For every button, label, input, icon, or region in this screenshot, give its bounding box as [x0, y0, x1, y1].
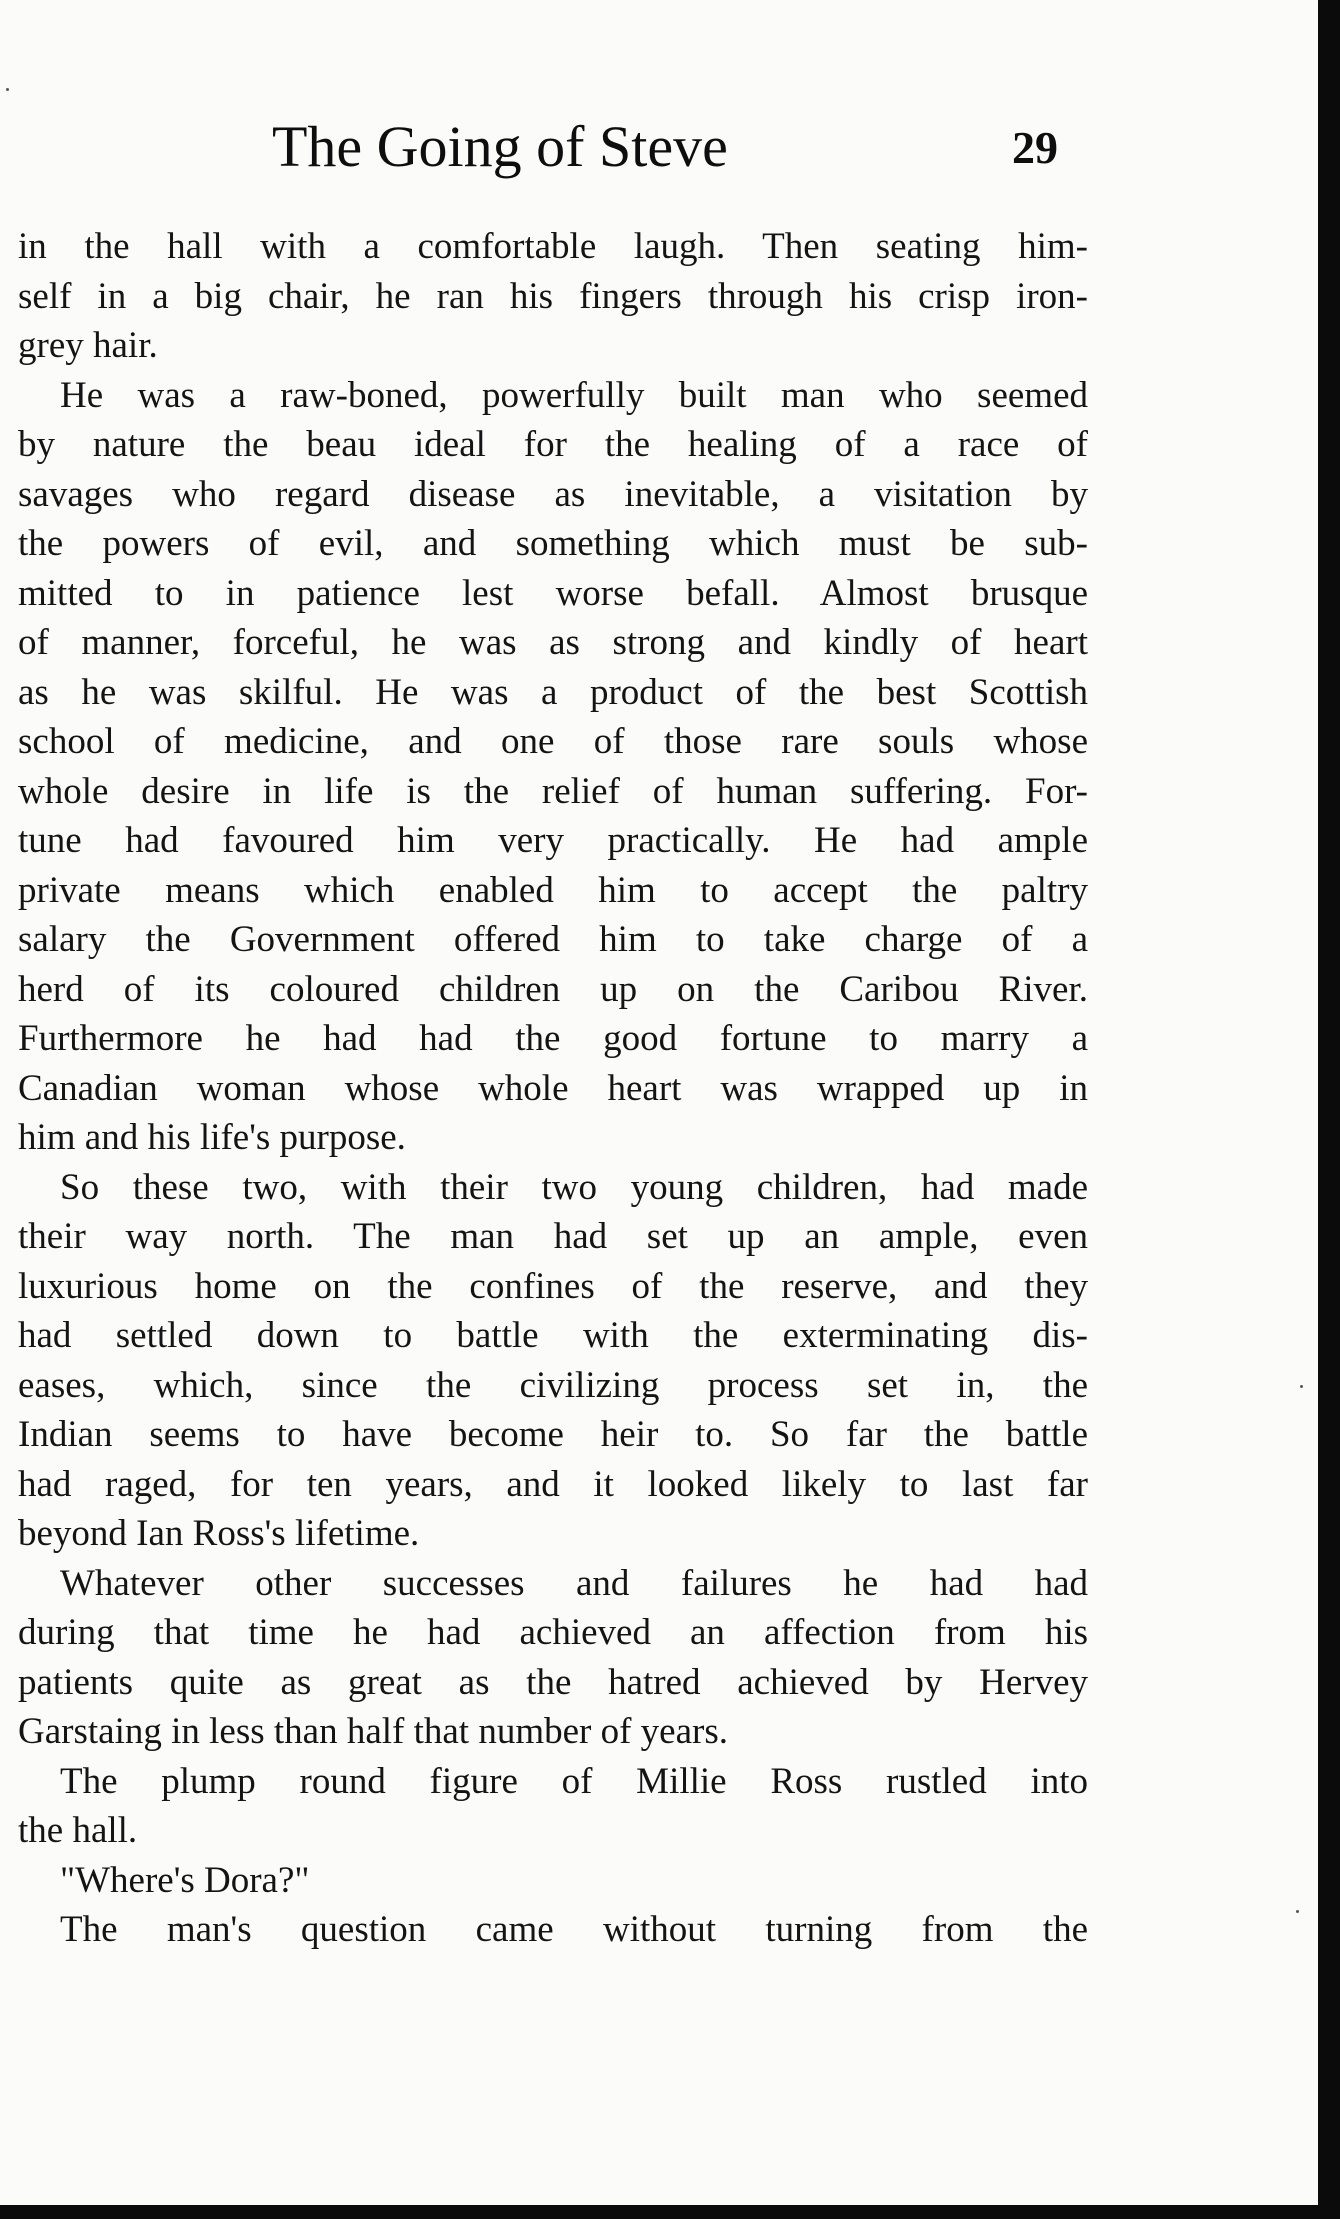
text-line: Canadian woman whose whole heart was wrapped up in: [18, 1067, 1088, 1109]
text-line: patients quite as great as the hatred achieved by Hervey: [18, 1661, 1088, 1703]
page-number: 29: [1012, 122, 1058, 173]
text-line: had raged, for ten years, and it looked likely to last far: [18, 1463, 1088, 1505]
scan-edge-bottom: [0, 2205, 1340, 2219]
scan-speck: [1300, 1385, 1303, 1388]
text-line: Indian seems to have become heir to. So far the battle: [18, 1414, 1088, 1455]
running-title: The Going of Steve: [272, 114, 728, 179]
text-line: tune had favoured him very practically. He had ample: [18, 820, 1088, 861]
text-line: beyond Ian Ross's lifetime.: [18, 1513, 420, 1554]
text-line: whole desire in life is the relief of human suffering. For-: [18, 770, 1088, 812]
text-line: the hall.: [18, 1810, 138, 1851]
text-line: had settled down to battle with the exterminating dis-: [18, 1315, 1088, 1356]
scan-edge-right: [1318, 0, 1340, 2219]
text-line: school of medicine, and one of those rare souls whose: [18, 721, 1088, 762]
text-line: by nature the beau ideal for the healing of a race of: [18, 424, 1088, 465]
text-line: of manner, forceful, he was as strong and kindly of heart: [18, 622, 1088, 663]
page-header: [0, 112, 1318, 182]
text-line: the powers of evil, and something which must be sub-: [18, 523, 1088, 564]
text-line: savages who regard disease as inevitable, a visitation by: [18, 473, 1088, 515]
text-line: The man's question came without turning from the: [60, 1909, 1088, 1950]
text-line: Furthermore he had had the good fortune to marry a: [18, 1018, 1088, 1059]
text-line: herd of its coloured children up on the Caribou River.: [18, 968, 1088, 1010]
scan-speck: [1296, 1910, 1299, 1913]
text-line: eases, which, since the civilizing process set in, the: [18, 1364, 1088, 1406]
text-line: Garstaing in less than half that number of years.: [18, 1711, 728, 1752]
text-line: grey hair.: [18, 325, 158, 366]
scan-speck: [6, 88, 9, 91]
text-line: during that time he had achieved an affection from his: [18, 1612, 1088, 1653]
text-line: their way north. The man had set up an ample, even: [18, 1216, 1088, 1257]
body-text: [18, 222, 1088, 1955]
text-line: him and his life's purpose.: [18, 1117, 406, 1158]
text-line: mitted to in patience lest worse befall. Almost brusque: [18, 572, 1088, 614]
text-line: private means which enabled him to accept the paltry: [18, 869, 1088, 911]
text-line: Whatever other successes and failures he had had: [60, 1562, 1088, 1604]
text-line: luxurious home on the confines of the reserve, and they: [18, 1265, 1088, 1307]
text-line: in the hall with a comfortable laugh. Then seating him-: [18, 226, 1088, 267]
text-line: as he was skilful. He was a product of the best Scottish: [18, 671, 1088, 713]
text-line: "Where's Dora?": [60, 1859, 310, 1901]
text-line: The plump round figure of Millie Ross rustled into: [60, 1760, 1088, 1802]
text-line: So these two, with their two young children, had made: [60, 1166, 1088, 1208]
text-line: self in a big chair, he ran his fingers through his crisp iron-: [18, 275, 1088, 317]
text-line: He was a raw-boned, powerfully built man who seemed: [60, 374, 1088, 416]
text-line: salary the Government offered him to take charge of a: [18, 919, 1088, 960]
